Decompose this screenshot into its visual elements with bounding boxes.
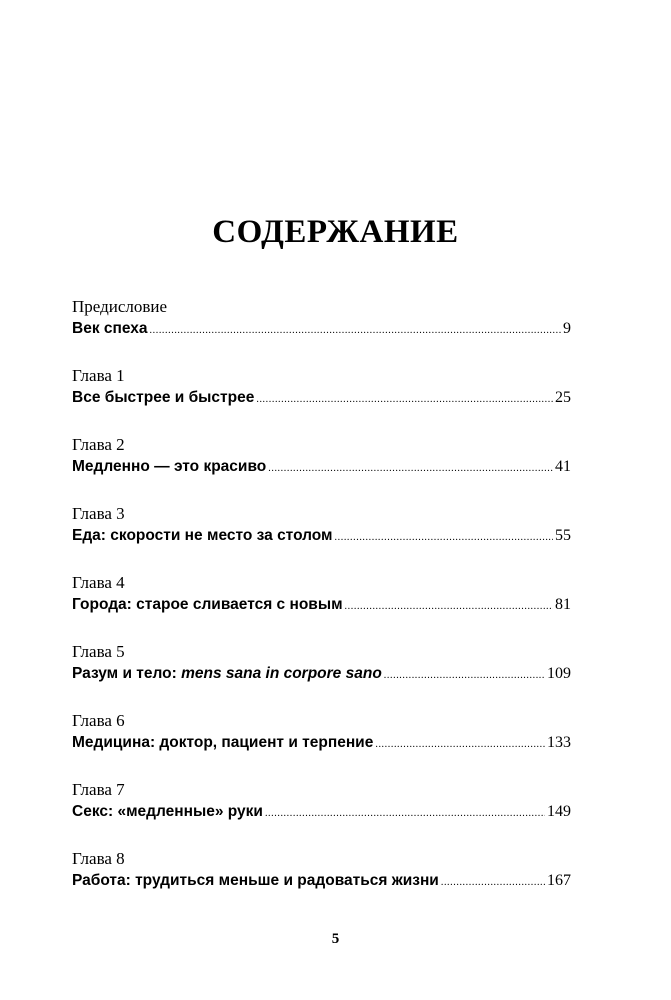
page-number: 5: [331, 931, 340, 947]
toc-entry-row[interactable]: [72, 801, 571, 823]
toc-entry-title-italic: mens sana in corpore sano: [181, 665, 382, 682]
toc-entry-label: Глава 7: [72, 780, 125, 799]
toc-dot-leader: [268, 458, 553, 480]
toc-entry-label: Глава 5: [72, 642, 125, 661]
toc-entry-row[interactable]: [72, 732, 571, 754]
toc-entry-title: Медленно — это красиво: [72, 458, 267, 475]
toc-entry-row[interactable]: [72, 594, 571, 616]
toc-entry-title: Все быстрее и быстрее: [72, 389, 255, 406]
toc-dot-leader: [384, 665, 545, 687]
toc-entry-page-number: 9: [563, 320, 571, 337]
toc-entry-page-number: 149: [547, 803, 571, 820]
toc-entry-title: Медицина: доктор, пациент и терпение: [72, 734, 374, 751]
toc-entry-chapter-6: [72, 710, 571, 779]
toc-entry-page-number: 133: [547, 734, 571, 751]
toc-entry-title: Секс: «медленные» руки: [72, 803, 263, 820]
toc-entry-page-number: 167: [547, 872, 571, 889]
toc-entry-label: Глава 2: [72, 435, 125, 454]
page-title: СОДЕРЖАНИЕ: [212, 214, 459, 250]
toc-dot-leader: [150, 320, 561, 342]
toc-entry-title: Города: старое сливается с новым: [72, 596, 343, 613]
toc-entry-chapter-7: [72, 779, 571, 848]
toc-entry-row[interactable]: [72, 663, 571, 685]
toc-entry-page-number: 41: [555, 458, 571, 475]
toc-entry-title: Еда: скорости не место за столом: [72, 527, 333, 544]
toc-dot-leader: [265, 803, 545, 825]
toc-dot-leader: [441, 872, 545, 894]
toc-entry-preface: [72, 296, 571, 365]
toc-entry-row[interactable]: [72, 525, 571, 547]
toc-dot-leader: [375, 734, 545, 756]
toc-entry-label: Предисловие: [72, 297, 168, 316]
toc-entry-chapter-8: [72, 848, 571, 917]
toc-entry-chapter-2: [72, 434, 571, 503]
toc-entry-row[interactable]: [72, 870, 571, 892]
toc-entry-row[interactable]: [72, 387, 571, 409]
toc-entry-title-prefix: Разум и тело:: [72, 665, 182, 682]
toc-entry-label: Глава 8: [72, 849, 125, 868]
toc-entry-chapter-3: [72, 503, 571, 572]
toc-entry-row[interactable]: [72, 456, 571, 478]
toc-dot-leader: [335, 527, 553, 549]
toc-entry-title: Работа: трудиться меньше и радоваться жизни: [72, 872, 439, 889]
toc-entry-row[interactable]: [72, 318, 571, 340]
toc-dot-leader: [256, 389, 553, 411]
toc-entry-page-number: 81: [555, 596, 571, 613]
toc-entry-label: Глава 6: [72, 711, 125, 730]
toc-entry-page-number: 55: [555, 527, 571, 544]
toc-entry-chapter-5: [72, 641, 571, 710]
toc-dot-leader: [345, 596, 553, 618]
table-of-contents: [72, 296, 571, 917]
toc-entry-chapter-4: [72, 572, 571, 641]
toc-entry-page-number: 109: [547, 665, 571, 682]
toc-entry-label: Глава 3: [72, 504, 125, 523]
toc-entry-page-number: 25: [555, 389, 571, 406]
toc-entry-title: Век спеха: [72, 320, 148, 337]
toc-entry-title: [72, 663, 382, 685]
toc-entry-label: Глава 1: [72, 366, 125, 385]
toc-entry-chapter-1: [72, 365, 571, 434]
toc-entry-label: Глава 4: [72, 573, 125, 592]
